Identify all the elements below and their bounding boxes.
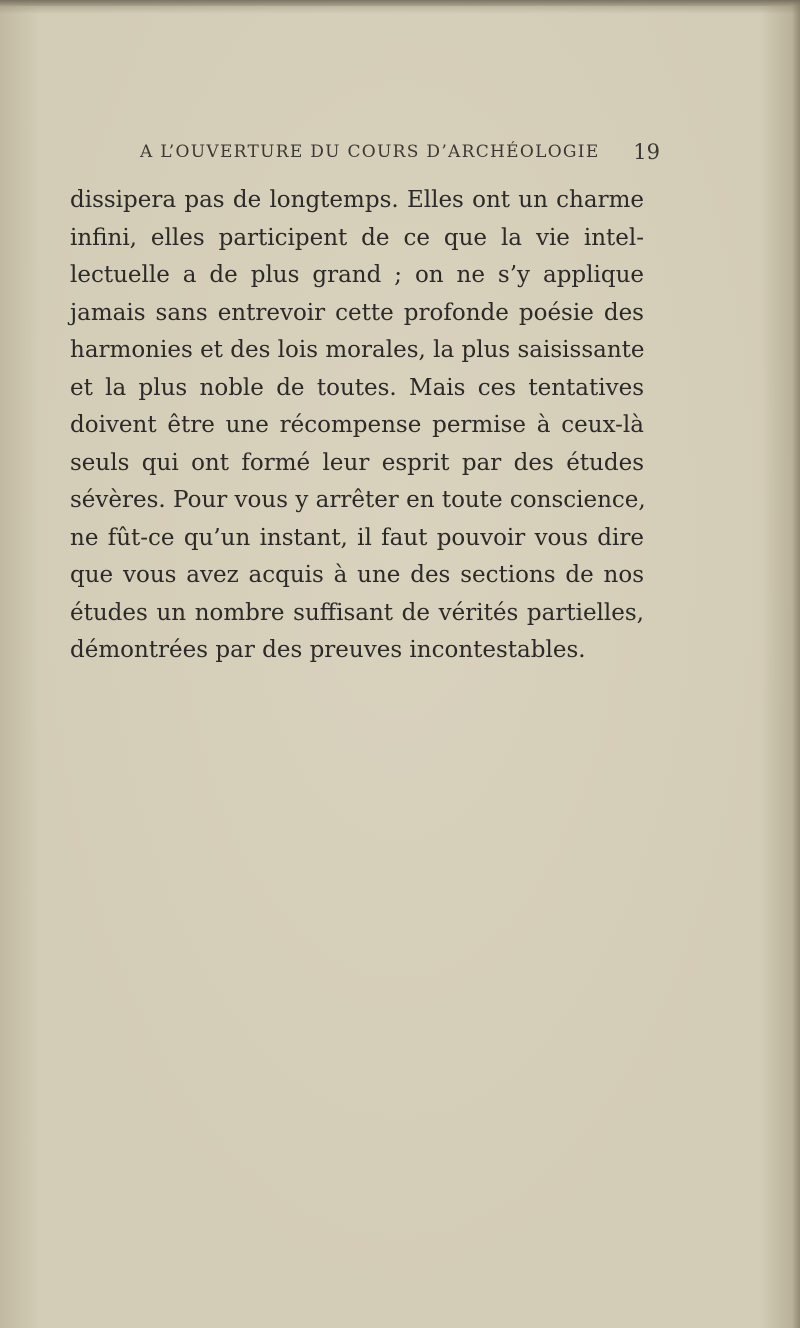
page-top-edge — [0, 0, 800, 6]
text-line: infini, elles participent de ce que la vie intel- — [70, 224, 644, 251]
running-title: A L’OUVERTURE DU COURS D’ARCHÉOLOGIE — [140, 142, 600, 162]
text-line: sévères. Pour vous y arrêter en toute conscience, — [70, 487, 646, 513]
text-line: que vous avez acquis à une des sections de nos — [70, 562, 644, 588]
text-line-last: démontrées par des preuves incontestables. — [70, 637, 586, 663]
text-line: ne fût-ce qu’un instant, il faut pouvoir vous dire — [70, 524, 644, 551]
text-line: études un nombre suffisant de vérités partielles, — [70, 599, 644, 626]
body-paragraph — [70, 182, 644, 670]
text-line: jamais sans entrevoir cette profonde poésie des — [70, 299, 644, 326]
running-head — [140, 142, 660, 170]
page-number: 19 — [633, 140, 660, 164]
text-line: seuls qui ont formé leur esprit par des études — [70, 449, 644, 476]
text-line: dissipera pas de longtemps. Elles ont un charme — [70, 187, 644, 213]
text-line: doivent être une récompense permise à ceux-là — [70, 412, 644, 438]
text-line: harmonies et des lois morales, la plus saisissante — [70, 337, 645, 363]
page-right-edge — [792, 0, 800, 1328]
text-line: lectuelle a de plus grand ; on ne s’y applique — [70, 262, 644, 288]
text-line: et la plus noble de toutes. Mais ces tentatives — [70, 374, 644, 401]
